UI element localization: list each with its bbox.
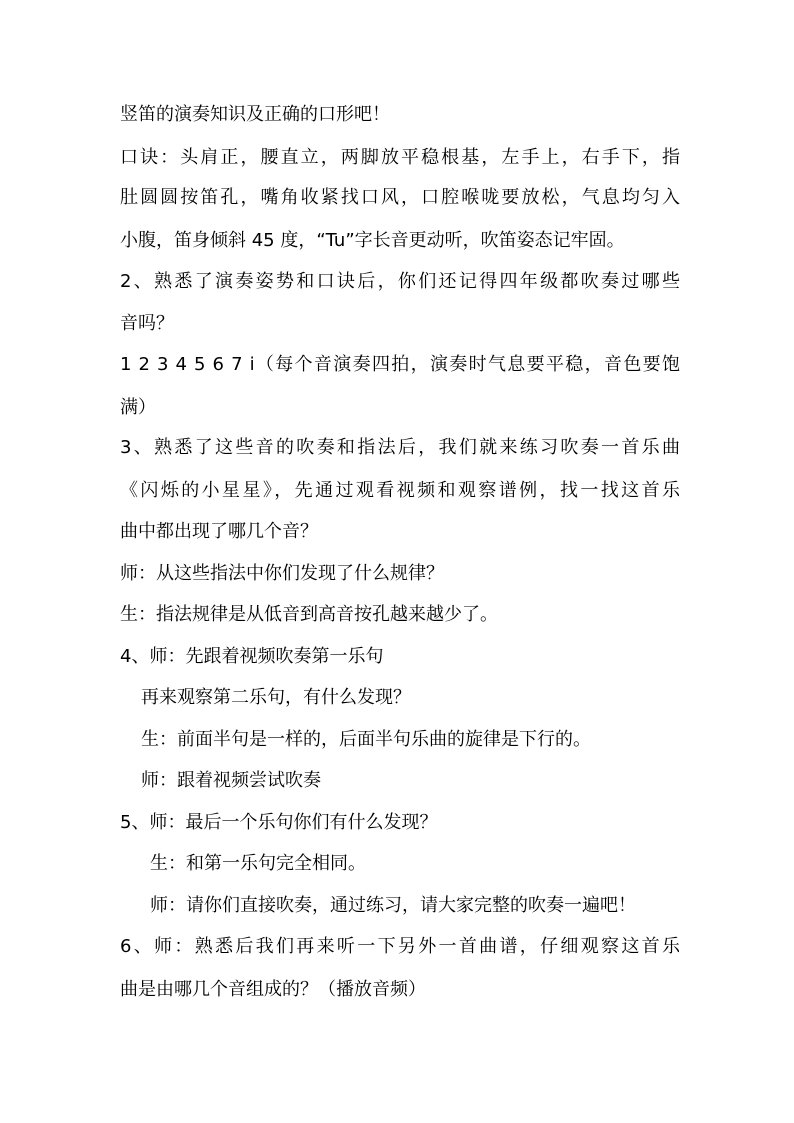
text-line: 生：指法规律是从低音到高音按孔越来越少了。	[120, 604, 498, 625]
text-line: 小腹，笛身倾斜 45 度，“Tu”字长音更动听，吹笛姿态记牢固。	[120, 230, 625, 251]
text-line: 2、熟悉了演奏姿势和口诀后，你们还记得四年级都吹奏过哪些	[120, 271, 680, 292]
text-line: 生：和第一乐句完全相同。	[150, 853, 366, 874]
text-line: 生：前面半句是一样的，后面半句乐曲的旋律是下行的。	[141, 729, 591, 750]
text-line: 音吗？	[120, 313, 174, 334]
text-line: 师：跟着视频尝试吹奏	[141, 770, 321, 791]
text-line: 师：请你们直接吹奏，通过练习，请大家完整的吹奏一遍吧！	[150, 895, 636, 916]
text-line: 4、师：先跟着视频吹奏第一乐句	[120, 646, 384, 667]
text-line: 师：从这些指法中你们发现了什么规律？	[120, 563, 444, 584]
text-line: 口诀：头肩正，腰直立，两脚放平稳根基，左手上，右手下，指	[120, 147, 680, 168]
text-line: 1 2 3 4 5 6 7 i（每个音演奏四拍，演奏时气息要平稳，音色要饱	[120, 354, 680, 375]
text-line: 《闪烁的小星星》，先通过观看视频和观察谱例，找一找这首乐	[120, 480, 680, 501]
text-line: 满）	[120, 397, 156, 418]
text-line: 曲中都出现了哪几个音？	[120, 521, 318, 542]
text-line: 再来观察第二乐句，有什么发现？	[141, 687, 411, 708]
text-line: 肚圆圆按笛孔，嘴角收紧找口风，口腔喉咙要放松，气息均匀入	[120, 187, 680, 208]
text-line: 6、师：熟悉后我们再来听一下另外一首曲谱，仔细观察这首乐	[120, 936, 680, 957]
text-line: 5、师：最后一个乐句你们有什么发现？	[120, 812, 438, 833]
text-line: 曲是由哪几个音组成的？（播放音频）	[120, 979, 426, 1000]
text-line: 竖笛的演奏知识及正确的口形吧！	[120, 104, 390, 125]
text-line: 3、熟悉了这些音的吹奏和指法后，我们就来练习吹奏一首乐曲	[120, 437, 680, 458]
